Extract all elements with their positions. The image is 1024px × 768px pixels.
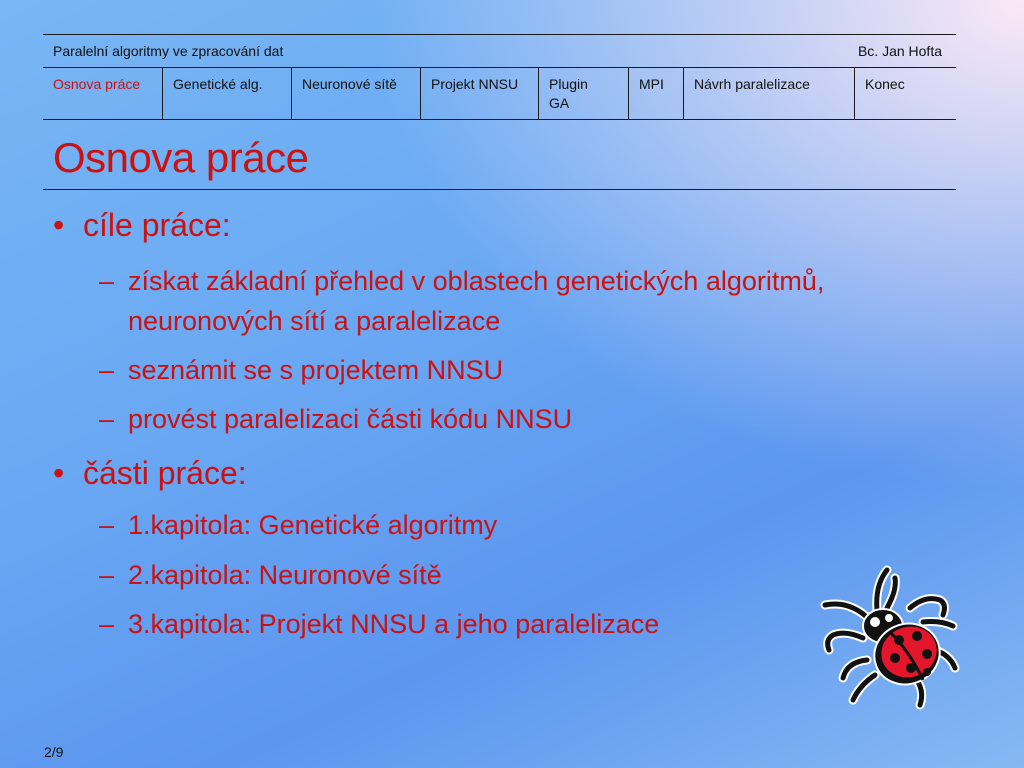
- page-number: 2/9: [44, 744, 64, 760]
- bullet-text: cíle práce:: [83, 207, 231, 243]
- bullet-item: [53, 207, 231, 244]
- author-name: Bc. Jan Hofta: [857, 43, 942, 59]
- sub-bullet-text: provést paralelizaci části kódu NNSU: [128, 404, 573, 434]
- nav-item-geneticke-alg[interactable]: Genetické alg.: [163, 68, 292, 119]
- nav-item-neuronove-site[interactable]: Neuronové sítě: [292, 68, 421, 119]
- nav-item-mpi[interactable]: MPI: [629, 68, 684, 119]
- dash-marker: –: [99, 560, 115, 590]
- presentation-title: Paralelní algoritmy ve zpracování dat: [53, 43, 284, 59]
- sub-bullet-item: [99, 604, 848, 644]
- sub-bullet-item: [99, 399, 848, 439]
- ladybug-icon: [815, 560, 965, 715]
- dash-marker: –: [99, 266, 115, 296]
- bullet-text: části práce:: [83, 455, 247, 491]
- sub-bullet-text: 1.kapitola: Genetické algoritmy: [128, 510, 498, 540]
- sub-bullet-text: 3.kapitola: Projekt NNSU a jeho paralelizace: [128, 609, 660, 639]
- bullet-marker: •: [53, 455, 65, 491]
- slide-title: Osnova práce: [53, 134, 309, 181]
- dash-marker: –: [99, 355, 115, 385]
- sub-bullet-text: 2.kapitola: Neuronové sítě: [128, 560, 442, 590]
- nav-item-plugin-ga[interactable]: Plugin GA: [539, 68, 629, 119]
- nav-item-konec[interactable]: Konec: [865, 76, 905, 92]
- sub-bullet-item: [99, 505, 848, 545]
- sub-bullet-item: [99, 555, 848, 595]
- nav-item-projekt-nnsu[interactable]: Projekt NNSU: [421, 68, 539, 119]
- dash-marker: –: [99, 510, 115, 540]
- sub-bullet-item: [99, 261, 848, 341]
- sub-bullet-item: [99, 350, 848, 390]
- bullet-item: [53, 455, 247, 492]
- nav-item-osnova-prace[interactable]: Osnova práce: [43, 68, 163, 119]
- dash-marker: –: [99, 404, 115, 434]
- nav-item-navrh-paralelizace[interactable]: Návrh paralelizace: [684, 68, 855, 119]
- sub-bullet-text: seznámit se s projektem NNSU: [128, 355, 504, 385]
- bullet-marker: •: [53, 207, 65, 243]
- dash-marker: –: [99, 609, 115, 639]
- sub-bullet-text: získat základní přehled v oblastech genetických algoritmů, neuronových sítí a paralelizace: [128, 266, 825, 336]
